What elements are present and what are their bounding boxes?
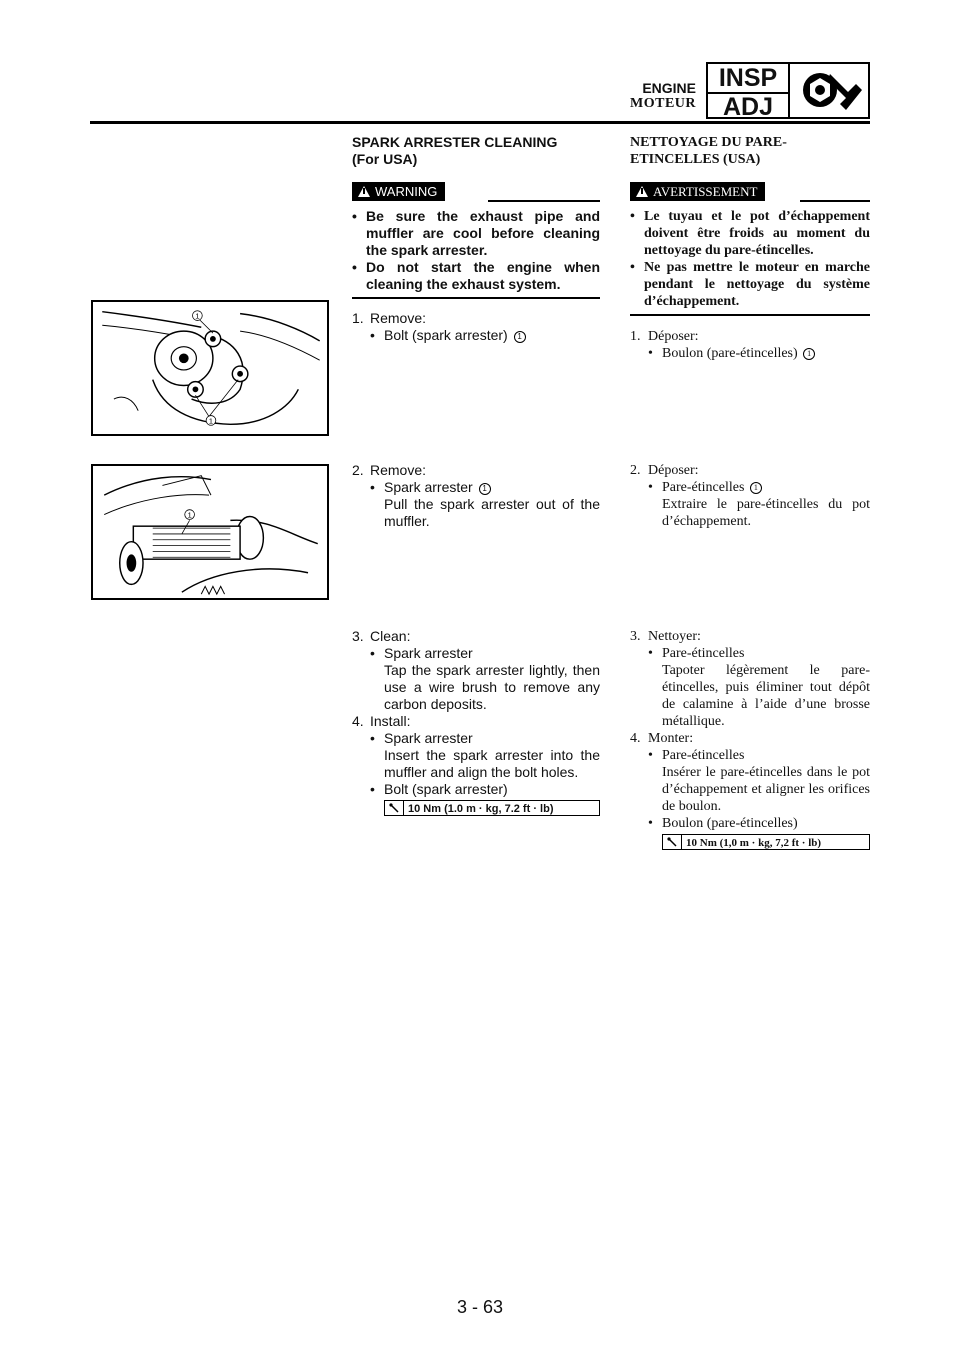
- tab-label-bottom: ADJ: [708, 92, 788, 120]
- warning-label-fr: AVERTISSEMENT: [653, 184, 758, 199]
- warning-header-fr: [630, 182, 870, 202]
- section-title-en: ENGINE: [642, 80, 696, 96]
- warning-item-en: • Be sure the exhaust pipe and muffler are cool before cleaning the spark arrester.: [352, 208, 600, 258]
- step-2-fr: 2. Déposer: • Pare-étincelles 1 Extraire le pare-étincelles du pot d’échappement.: [630, 463, 870, 529]
- warning-bottom-rule-en: [352, 297, 600, 299]
- warning-header-en: [352, 182, 600, 202]
- title-fr: [630, 134, 870, 168]
- tab-label-top: INSP: [718, 64, 778, 92]
- torque-wrench-icon: [663, 835, 682, 849]
- title-en-line1: SPARK ARRESTER CLEANING: [352, 134, 558, 150]
- callout-ref: 1: [750, 482, 762, 494]
- warning-item-en: • Do not start the engine when cleaning the exhaust system.: [352, 259, 600, 292]
- warning-item-fr: • Le tuyau et le pot d’échappement doivent être froids au moment du nettoyage du pare-étincelles.: [630, 209, 870, 258]
- warning-block-fr: [630, 182, 870, 316]
- title-fr-line2: ETINCELLES (USA): [630, 152, 761, 167]
- title-en-line2: (For USA): [352, 151, 418, 167]
- warning-triangle-icon: [636, 186, 648, 197]
- warning-item-fr: • Ne pas mettre le moteur en marche pendant le nettoyage du système d’échappement.: [630, 260, 870, 309]
- figure-bolt-removal: [91, 300, 329, 436]
- callout-1-bottom: 1: [208, 416, 214, 426]
- warning-block-en: [352, 182, 600, 299]
- figure-spark-arrester-removal: [91, 464, 329, 600]
- title-en: [352, 134, 600, 168]
- page-number: 3 - 63: [456, 1297, 504, 1317]
- callout-ref: 1: [803, 348, 815, 360]
- steps-3-4-en: 3. Clean: • Spark arrester Tap the spark arrester lightly, then use a wire brush to remove any carbon deposits. 4. Install: • Spark arrester Insert the spark arrester into the muffler and align the bolt holes. • Bolt (spark arrester) 10 Nm (1.0 m · kg, 7.2 ft · lb): [352, 628, 600, 815]
- steps-3-4-fr: 3. Nettoyer: • Pare-étincelles Tapoter légèrement le pare-étincelles, puis éliminer tout dépôt de calamine à l’aide d’une brosse métallique. 4. Monter: • Pare-étincelles Insérer le pare-étincelles dans le pot d’échappement et aligner les orifices de boulon. • Boulon (pare-étincelles) 10 Nm (1,0 m · kg, 7,2 ft · lb): [630, 629, 870, 849]
- warning-rule-fr: [800, 200, 870, 202]
- warning-label-en: WARNING: [375, 184, 438, 199]
- warning-triangle-icon: [358, 186, 370, 197]
- header-rule: [90, 121, 870, 124]
- callout-1: 1: [187, 510, 192, 520]
- step-2-en: 2. Remove: • Spark arrester 1 Pull the spark arrester out of the muffler.: [352, 462, 600, 529]
- warning-badge-fr: [630, 182, 765, 201]
- torque-wrench-icon: [385, 801, 404, 815]
- callout-1-top: 1: [195, 311, 200, 321]
- warning-badge-en: [352, 182, 445, 201]
- wrench-icon: [788, 62, 870, 119]
- torque-spec-en: 10 Nm (1.0 m · kg, 7.2 ft · lb): [384, 800, 600, 816]
- step-1-fr: 1. Déposer: • Boulon (pare-étincelles) 1: [630, 328, 870, 362]
- warning-bottom-rule-fr: [630, 314, 870, 316]
- torque-spec-fr: 10 Nm (1,0 m · kg, 7,2 ft · lb): [662, 834, 870, 850]
- step-1-en: 1. Remove: • Bolt (spark arrester) 1: [352, 310, 600, 344]
- section-title-fr: MOTEUR: [630, 96, 696, 111]
- warning-rule-en: [488, 200, 600, 202]
- title-fr-line1: NETTOYAGE DU PARE-: [630, 135, 787, 150]
- callout-ref: 1: [514, 331, 526, 343]
- callout-ref: 1: [479, 483, 491, 495]
- insp-adj-tab: [706, 62, 790, 119]
